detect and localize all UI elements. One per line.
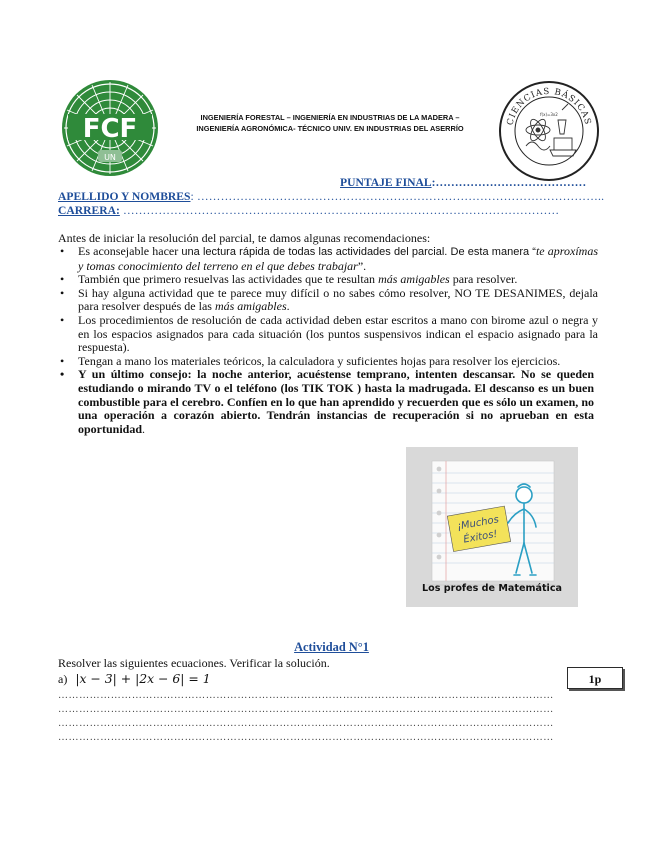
final-score-field	[340, 176, 586, 189]
answer-line-4[interactable]: ……………………………………………………………………………………………………………………………	[58, 732, 554, 743]
points-badge: 1p	[567, 667, 623, 689]
equation: |x − 3| + |2x − 6| = 1	[75, 671, 211, 686]
intro-text: Antes de iniciar la resolución del parcial, te damos algunas recomendaciones:	[58, 231, 431, 245]
logo-right-text: CIENCIAS BÁSICAS	[505, 86, 593, 127]
institutions-line-2: INGENIERÍA AGRONÓMICA- TÉCNICO UNIV. EN INDUSTRIAS DEL ASERRÍO	[196, 124, 464, 133]
poster-sign-line-2: Éxitos!	[462, 528, 499, 546]
svg-text:f(x)=3x2: f(x)=3x2	[540, 112, 558, 117]
recommendation-item: • Y un último consejo: la noche anterior, acuéstense temprano, intenten descansar. No se queden estudiando o mirando TV o el teléfono (los TIK TOK ) hasta la madrugada. El descanso es un buen combustible para el cerebro. Confíen en lo que han aprendido y recuerden que es sólo un examen, no una operación a corazón abierto. Tendrán instancias de recuperación si no aprueban en esta oportunidad.	[58, 368, 598, 436]
logo-left-sub: UN	[104, 153, 116, 162]
answer-line-1[interactable]: ……………………………………………………………………………………………………………………………	[58, 690, 554, 701]
career-label: CARRERA:	[58, 204, 120, 217]
item-label: a)	[58, 672, 68, 686]
recommendation-item: • Si hay alguna actividad que te parece muy difícil o no sabes cómo resolver, NO TE DESANIMES, dejala para resolver después de las más amigables.	[58, 287, 598, 314]
career-field	[58, 204, 559, 217]
answer-line-3[interactable]: ……………………………………………………………………………………………………………………………	[58, 718, 554, 729]
institutions-line-1: INGENIERÍA FORESTAL – INGENIERÍA EN INDUSTRIAS DE LA MADERA –	[200, 113, 460, 122]
recommendation-item: • Tengan a mano los materiales teóricos, la calculadora y suficientes hojas para resolver los ejercicios.	[58, 355, 598, 369]
recommendations-list	[58, 245, 598, 436]
answer-line-2[interactable]: ……………………………………………………………………………………………………………………………	[58, 704, 554, 715]
final-score-label: PUNTAJE FINAL	[340, 176, 432, 189]
name-label: APELLIDO Y NOMBRES	[58, 190, 191, 203]
logo-left-text: FCF	[82, 114, 138, 144]
recommendation-item: • También que primero resuelvas las actividades que te resultan más amigables para resolver.	[58, 273, 598, 287]
activity-title: Actividad N°1	[294, 640, 369, 654]
recommendation-item: • Es aconsejable hacer una lectura rápida de todas las actividades del parcial. De esta manera “te aproxímas y tomas conocimiento del terreno en el que debes trabajar”.	[58, 245, 598, 273]
final-score-blank: :…………………………………	[431, 176, 587, 189]
poster-sign-line-1: ¡Muchos	[456, 514, 500, 533]
name-field	[58, 190, 604, 203]
activity-item-a	[58, 671, 211, 687]
ciencias-basicas-logo	[498, 80, 600, 182]
career-blank: …………………………………………………………………………………………………	[119, 204, 560, 217]
institutions-header	[160, 112, 500, 134]
fcf-logo	[60, 78, 160, 178]
activity-instruction: Resolver las siguientes ecuaciones. Verificar la solución.	[58, 656, 330, 670]
recommendation-item: • Los procedimientos de resolución de cada actividad deben estar escritos a mano con birome azul o negra y en los espacios asignados para cada situación (los puntos suspensivos indican el espacio asignado para la respuesta).	[58, 314, 598, 355]
name-blank: : …………………………………………………………………………………………..	[190, 190, 605, 203]
poster-caption: Los profes de Matemática	[421, 583, 562, 594]
